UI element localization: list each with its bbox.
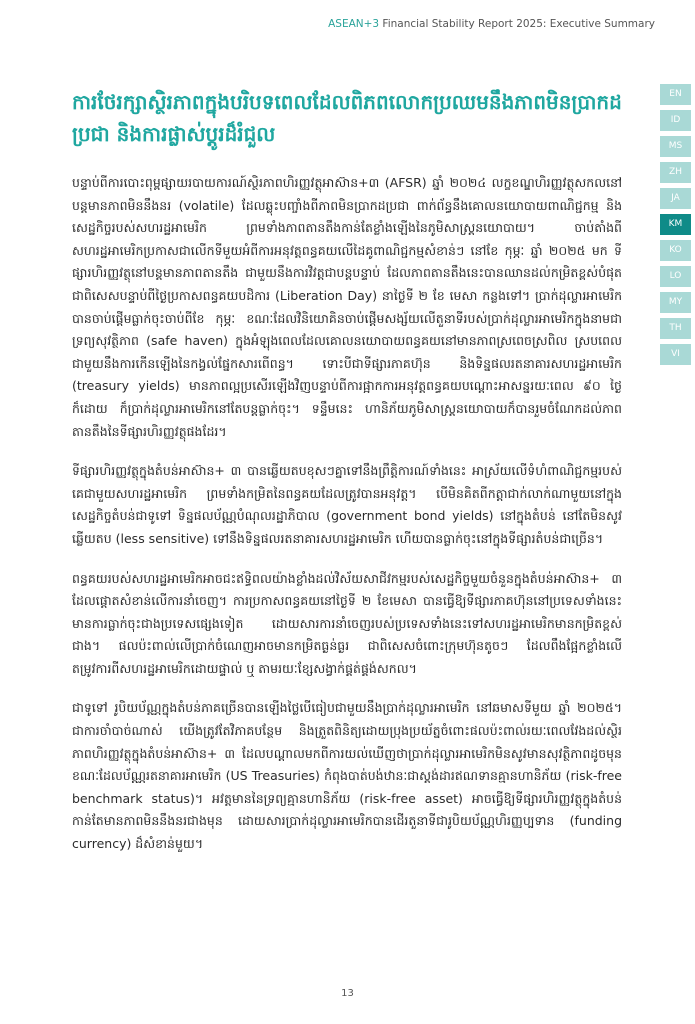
page-title: ការថែរក្សាស្ថិរភាពក្នុងបរិបទពេលដែលពិភពលោកប្រឈមនឹងភាពមិនប្រាកដប្រជា និងការផ្លាស់ប្តូរដ៏រំជួល (72, 90, 622, 146)
page-number: 13 (341, 988, 354, 999)
header-title: Financial Stability Report 2025: Executive Summary (379, 18, 655, 30)
paragraph: បន្ទាប់ពីការបោះពុម្ពផ្សាយរបាយការណ៍ស្ថិរភាពហិរញ្ញវត្ថុអាស៊ាន+៣ (AFSR) ឆ្នាំ ២០២៤ លក្ខខណ្ឌហិរញ្ញវត្ថុសកលនៅបន្តមានភាពមិននឹងនរ (volatile) ដែលឆ្លុះបញ្ចាំងពីភាពមិនប្រាកដប្រជា ពាក់ព័ន្ធនឹងគោលនយោបាយពាណិជ្ជកម្ម និងសេដ្ឋកិច្ចរបស់សហរដ្ឋអាមេរិក ព្រមទាំងភាពតានតឹងកាន់តែខ្លាំងឡើងនៃភូមិសាស្ត្រនយោបាយ។ ចាប់តាំងពីសហរដ្ឋអាមេរិកប្រកាសជាលើកទីមួយអំពីការអនុវត្តពន្ធគយលើដៃគូពាណិជ្ជកម្មសំខាន់ៗ នៅខែ កុម្ភៈ ឆ្នាំ ២០២៥ មក ទីផ្សារហិរញ្ញវត្ថុនៅបន្តមានភាពតានតឹង ជាមួយនឹងការវិវត្តជាបន្តបន្ទាប់ ដែលភាពតានតឹងនេះបានឈានដល់កម្រិតខ្ពស់បំផុត ជាពិសេសបន្ទាប់ពីថ្ងៃប្រកាសពន្ធគយបដិការ (Liberation Day) នាថ្ងៃទី ២ ខែ មេសា កន្លងទៅ។ ប្រាក់ដុល្លារអាមេរិកបានចាប់ផ្តើមធ្លាក់ចុះចាប់ពីខែ កុម្ភៈ ខណៈដែលវិនិយោគិនចាប់ផ្តើមសង្ស័យលើតួនាទីរបស់ប្រាក់ដុល្លារអាមេរិកក្នុងនាមជាទ្រព្យសុវត្ថិភាព (safe haven) ក្នុងអំឡុងពេលដែលគោលនយោបាយពន្ធគយនៅមានភាពស្រពេចស្រពិល ស្របពេលជាមួយនឹងការកើនឡើងនៃកង្វល់ផ្នែកសារពើពន្ធ។ ទោះបីជាទីផ្សារភាគហ៊ុន និងទិន្នផលរតនាគារសហរដ្ឋអាមេរិក (treasury yields) មានភាពល្អប្រសើរឡើងវិញបន្ទាប់ពីការផ្អាកការអនុវត្តពន្ធគយបណ្តោះអាសន្នរយៈពេល ៩០ ថ្ងៃ ក៏ដោយ ក៏ប្រាក់ដុល្លារអាមេរិកនៅតែបន្តធ្លាក់ចុះ។ ទន្ទឹមនេះ ហានិភ័យភូមិសាស្ត្រនយោបាយក៏បានរួមចំណែកដល់ភាពតានតឹងនៃទីផ្សារហិរញ្ញវត្ថុផងដែរ។ (72, 175, 622, 439)
paragraph: ជាទូទៅ រូបិយប័ណ្ណក្នុងតំបន់ភាគច្រើនបានឡើងថ្លៃបើធៀបជាមួយនឹងប្រាក់ដុល្លារអាមេរិក នៅឆមាសទីមួយ ឆ្នាំ ២០២៥។ ជាការចាំបាច់ណាស់ យើងត្រូវតែវិភាគបន្ថែម និងត្រួតពិនិត្យដោយប្រុងប្រយ័ត្នចំពោះផលប៉ះពាល់រយៈពេលវែងដល់ស្ថិរភាពហិរញ្ញវត្ថុក្នុងតំបន់អាស៊ាន+ ៣ ដែលបណ្តាលមកពីការយល់ឃើញថាប្រាក់ដុល្លារអាមេរិកមិនសូវមានសុវត្ថិភាពដូចមុន ខណៈដែលប័ណ្ណរតនាគារអាមេរិក (US Treasuries) កំពុងបាត់បង់ឋានៈជាស្តង់ដារឥណទានគ្មានហានិភ័យ (risk-free benchmark status)។ អវត្តមាននៃទ្រព្យគ្មានហានិភ័យ (risk-free asset) អាចធ្វើឱ្យទីផ្សារហិរញ្ញវត្ថុក្នុងតំបន់កាន់តែមានភាពមិននឹងនរជាងមុន ដោយសារប្រាក់ដុល្លារអាមេរិកបានដើរតួនាទីជារូបិយប័ណ្ណហិរញ្ញប្បទាន (funding currency) ដ៏សំខាន់មួយ។ (72, 700, 622, 852)
lang-tab-id[interactable]: ID (660, 110, 691, 131)
lang-tab-vi[interactable]: VI (660, 344, 691, 365)
lang-tab-my[interactable]: MY (660, 292, 691, 313)
lang-tab-zh[interactable]: ZH (660, 162, 691, 183)
language-tabs (660, 84, 691, 370)
lang-tab-lo[interactable]: LO (660, 266, 691, 287)
lang-tab-th[interactable]: TH (660, 318, 691, 339)
paragraph: ទីផ្សារហិរញ្ញវត្ថុក្នុងតំបន់អាស៊ាន+ ៣ បានឆ្លើយតបខុសៗគ្នាទៅនឹងព្រឹត្តិការណ៍ទាំងនេះ អាស្រ័យលើទំហំពាណិជ្ជកម្មរបស់គេជាមួយសហរដ្ឋអាមេរិក ព្រមទាំងកម្រិតនៃពន្ធគយដែលត្រូវបានអនុវត្ត។ បើមិនគិតពីកត្តាជាក់លាក់ណាមួយនៅក្នុងសេដ្ឋកិច្ចតំបន់ជាទូទៅ ទិន្នផលប័ណ្ណបំណុលរដ្ឋាភិបាល (government bond yields) នៅក្នុងតំបន់ នៅតែមិនសូវឆ្លើយតប (less sensitive) ទៅនឹងទិន្នផលរតនាគារសហរដ្ឋអាមេរិក ហើយបានធ្លាក់ចុះនៅក្នុងទីផ្សារតំបន់ជាច្រើន។ (72, 463, 622, 546)
body-text (72, 172, 622, 873)
lang-tab-ms[interactable]: MS (660, 136, 691, 157)
lang-tab-en[interactable]: EN (660, 84, 691, 105)
lang-tab-ko[interactable]: KO (660, 240, 691, 261)
lang-tab-km[interactable]: KM (660, 214, 691, 235)
lang-tab-ja[interactable]: JA (660, 188, 691, 209)
running-header (328, 18, 655, 30)
paragraph: ពន្ធគយរបស់សហរដ្ឋអាមេរិកអាចជះឥទ្ធិពលយ៉ាងខ្លាំងដល់វិស័យសាជីវកម្មរបស់សេដ្ឋកិច្ចមួយចំនួនក្នុងតំបន់អាស៊ាន+ ៣ ដែលផ្តោតសំខាន់លើការនាំចេញ។ ការប្រកាសពន្ធគយនៅថ្ងៃទី ២ ខែមេសា បានធ្វើឱ្យទីផ្សារភាគហ៊ុននៅប្រទេសទាំងនេះមានការធ្លាក់ចុះជាងប្រទេសផ្សេងទៀត ដោយសារការនាំចេញរបស់ប្រទេសទាំងនេះទៅសហរដ្ឋអាមេរិកមានកម្រិតខ្ពស់ជាង។ ផលប៉ះពាល់លើប្រាក់ចំណេញអាចមានកម្រិតធ្ងន់ធ្ងរ ជាពិសេសចំពោះក្រុមហ៊ុនតូចៗ ដែលពឹងផ្អែកខ្លាំងលើតម្រូវការពីសហរដ្ឋអាមេរិកដោយផ្ទាល់ ឬ តាមរយៈខ្សែសង្វាក់ផ្គត់ផ្គង់សកល។ (72, 570, 622, 676)
header-brand: ASEAN+3 (328, 18, 380, 30)
